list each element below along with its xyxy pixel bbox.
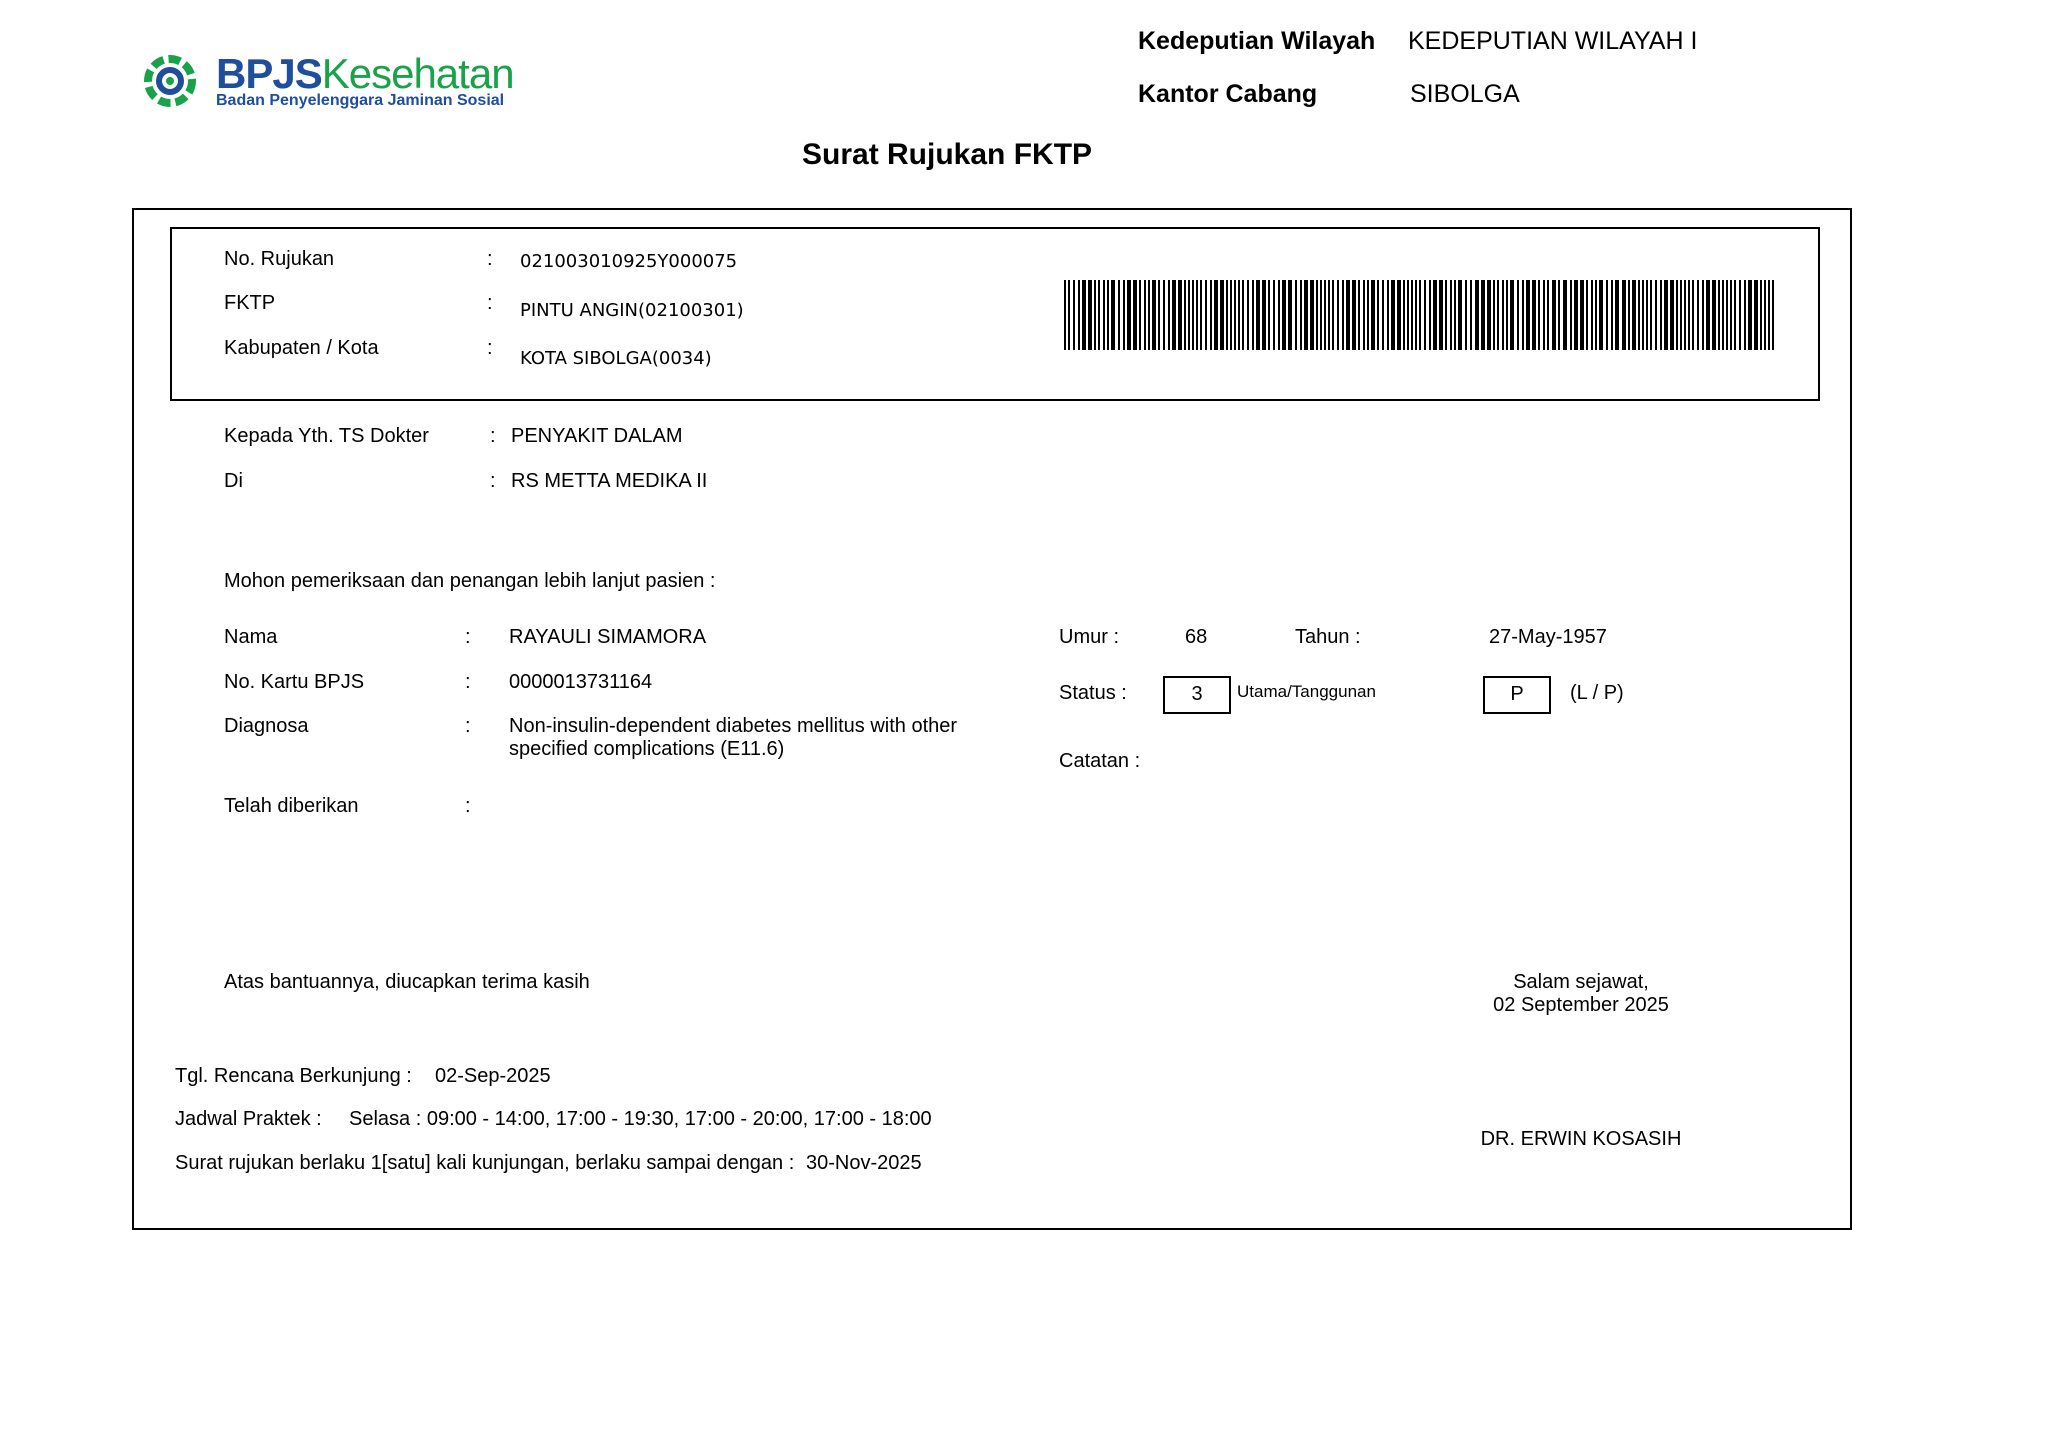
barcode-bar xyxy=(1391,280,1395,350)
barcode-bar xyxy=(1256,280,1260,350)
barcode-bar xyxy=(1367,280,1369,350)
request-text: Mohon pemeriksaan dan penangan lebih lanjut pasien : xyxy=(224,570,716,592)
catatan-label: Catatan : xyxy=(1059,750,1141,772)
kepada-value: PENYAKIT DALAM xyxy=(511,425,683,447)
rencana-value: 02-Sep-2025 xyxy=(435,1065,551,1087)
barcode-bar xyxy=(1148,280,1150,350)
barcode-bar xyxy=(1382,280,1384,350)
barcode-bar xyxy=(1754,280,1758,350)
barcode-bar xyxy=(1332,280,1334,350)
barcode-bar xyxy=(1433,280,1437,350)
barcode-bar xyxy=(1419,280,1421,350)
tahun-value: 27-May-1957 xyxy=(1489,626,1607,648)
no-rujukan-label: No. Rujukan xyxy=(224,248,335,270)
barcode-bar xyxy=(1734,280,1736,350)
kota-label: Kabupaten / Kota xyxy=(224,337,379,359)
diagnosa-colon: : xyxy=(465,715,471,737)
barcode-bar xyxy=(1328,280,1330,350)
gender-hint: (L / P) xyxy=(1570,682,1624,704)
barcode-bar xyxy=(1538,280,1540,350)
barcode-bar xyxy=(1088,280,1092,350)
jadwal-label: Jadwal Praktek : xyxy=(175,1108,322,1130)
barcode-bar xyxy=(1470,280,1472,350)
barcode-bar xyxy=(1371,280,1375,350)
barcode-bar xyxy=(1506,280,1508,350)
salam-text: Salam sejawat, xyxy=(1513,971,1649,993)
barcode-bar xyxy=(1094,280,1096,350)
barcode-bar xyxy=(1262,280,1266,350)
barcode-bar xyxy=(1411,280,1413,350)
barcode-bar xyxy=(1570,280,1572,350)
barcode-bar xyxy=(1387,280,1389,350)
barcode-bar xyxy=(1358,280,1360,350)
barcode-bar xyxy=(1200,280,1202,350)
barcode-bar xyxy=(1702,280,1704,350)
barcode-bar xyxy=(1563,280,1567,350)
barcode-bar xyxy=(1558,280,1560,350)
barcode-bar xyxy=(1288,280,1292,350)
barcode-bar xyxy=(1068,280,1070,350)
barcode-bar xyxy=(1163,280,1165,350)
barcode-bar xyxy=(1574,280,1578,350)
barcode-bar xyxy=(1454,280,1456,350)
barcode-bar xyxy=(1424,280,1426,350)
barcode-bar xyxy=(1497,280,1499,350)
barcode-bar xyxy=(1210,280,1212,350)
barcode-bar xyxy=(1188,280,1190,350)
barcode-bar xyxy=(1111,280,1115,350)
barcode-bar xyxy=(1552,280,1556,350)
barcode-bar xyxy=(1726,280,1728,350)
barcode-bar xyxy=(1772,280,1774,350)
barcode-bar xyxy=(1082,280,1086,350)
telah-label: Telah diberikan xyxy=(224,795,359,817)
barcode-bar xyxy=(1429,280,1431,350)
barcode-bar xyxy=(1205,280,1207,350)
tahun-label: Tahun : xyxy=(1295,626,1361,648)
barcode-bar xyxy=(1324,280,1326,350)
barcode-bar xyxy=(1768,280,1770,350)
telah-colon: : xyxy=(465,795,471,817)
barcode-bar xyxy=(1517,280,1519,350)
barcode-bar xyxy=(1688,280,1690,350)
barcode-bar xyxy=(1178,280,1182,350)
barcode-bar xyxy=(1439,280,1443,350)
barcode-bar xyxy=(1295,280,1297,350)
barcode-bar xyxy=(1184,280,1186,350)
kedeputian-value: KEDEPUTIAN WILAYAH I xyxy=(1408,27,1698,55)
closing-date: 02 September 2025 xyxy=(1493,994,1669,1016)
barcode-bar xyxy=(1475,280,1479,350)
barcode-bar xyxy=(1304,280,1308,350)
barcode-bar xyxy=(1642,280,1644,350)
rencana-label: Tgl. Rencana Berkunjung : xyxy=(175,1065,412,1087)
kartu-value: 0000013731164 xyxy=(509,671,653,693)
barcode-bar xyxy=(1133,280,1137,350)
di-label: Di xyxy=(224,470,243,492)
barcode-bar xyxy=(1760,280,1762,350)
barcode-bar xyxy=(1445,280,1447,350)
barcode-bar xyxy=(1152,280,1156,350)
barcode-bar xyxy=(1363,280,1365,350)
kepada-colon: : xyxy=(490,425,496,447)
barcode-bar xyxy=(1242,280,1244,350)
barcode-bar xyxy=(1247,280,1249,350)
barcode-bar xyxy=(1078,280,1080,350)
barcode-bar xyxy=(1397,280,1401,350)
nama-value: RAYAULI SIMAMORA xyxy=(509,626,707,648)
doctor-name: DR. ERWIN KOSASIH xyxy=(1480,1128,1682,1150)
barcode-bar xyxy=(1481,280,1485,350)
barcode-bar xyxy=(1730,280,1732,350)
barcode-bar xyxy=(1144,280,1146,350)
di-colon: : xyxy=(490,470,496,492)
jadwal-value: Selasa : 09:00 - 14:00, 17:00 - 19:30, 17:00 - 20:00, 17:00 - 18:00 xyxy=(349,1108,932,1130)
logo-subtitle: Badan Penyelenggara Jaminan Sosial xyxy=(216,92,505,109)
status-box: 3 xyxy=(1163,676,1231,714)
berlaku-label: Surat rujukan berlaku 1[satu] kali kunjungan, berlaku sampai dengan : xyxy=(175,1152,795,1174)
barcode-bar xyxy=(1278,280,1280,350)
page-title: Surat Rujukan FKTP xyxy=(802,138,1093,171)
bpjs-logo xyxy=(142,50,514,112)
barcode-bar xyxy=(1282,280,1286,350)
barcode-bar xyxy=(1465,280,1467,350)
barcode-bar xyxy=(1722,280,1724,350)
kartu-colon: : xyxy=(465,671,471,693)
umur-label: Umur : xyxy=(1059,626,1119,648)
barcode-bar xyxy=(1764,280,1766,350)
barcode-bar xyxy=(1580,280,1584,350)
barcode-bar xyxy=(1615,280,1619,350)
barcode-bar xyxy=(1127,280,1131,350)
barcode-bar xyxy=(1192,280,1194,350)
barcode-bar xyxy=(1107,280,1109,350)
fktp-colon: : xyxy=(487,292,493,314)
barcode-bar xyxy=(1650,280,1652,350)
barcode-bar xyxy=(1172,280,1176,350)
barcode-bar xyxy=(1680,280,1682,350)
berlaku-value: 30-Nov-2025 xyxy=(806,1152,922,1174)
barcode-bar xyxy=(1230,280,1232,350)
thanks-text: Atas bantuannya, diucapkan terima kasih xyxy=(224,971,590,993)
diagnosa-line-1: Non-insulin-dependent diabetes mellitus with other xyxy=(509,715,958,737)
diagnosa-label: Diagnosa xyxy=(224,715,309,737)
barcode xyxy=(1064,280,1776,350)
status-desc: Utama/Tanggunan xyxy=(1237,682,1376,701)
barcode-bar xyxy=(1670,280,1674,350)
barcode-bar xyxy=(1718,280,1720,350)
barcode-bar xyxy=(1273,280,1275,350)
barcode-bar xyxy=(1123,280,1125,350)
status-label: Status : xyxy=(1059,682,1127,704)
barcode-bar xyxy=(1547,280,1549,350)
kota-value: KOTA SIBOLGA(0034) xyxy=(520,348,712,369)
barcode-bar xyxy=(1139,280,1141,350)
barcode-bar xyxy=(1599,280,1603,350)
barcode-bar xyxy=(1337,280,1339,350)
barcode-bar xyxy=(1458,280,1462,350)
barcode-bar xyxy=(1628,280,1630,350)
barcode-bar xyxy=(1268,280,1270,350)
no-rujukan-colon: : xyxy=(487,248,493,270)
barcode-bar xyxy=(1316,280,1318,350)
kedeputian-label: Kedeputian Wilayah xyxy=(1138,27,1376,55)
barcode-bar xyxy=(1586,280,1588,350)
barcode-bar xyxy=(1712,280,1716,350)
kepada-label: Kepada Yth. TS Dokter xyxy=(224,425,429,447)
barcode-bar xyxy=(1196,280,1198,350)
barcode-bar xyxy=(1320,280,1322,350)
barcode-bar xyxy=(1226,280,1228,350)
barcode-bar xyxy=(1064,280,1066,350)
nama-label: Nama xyxy=(224,626,278,648)
barcode-bar xyxy=(1526,280,1530,350)
barcode-bar xyxy=(1450,280,1452,350)
barcode-bar xyxy=(1342,280,1344,350)
barcode-bar xyxy=(1234,280,1236,350)
barcode-bar xyxy=(1158,280,1160,350)
barcode-bar xyxy=(1611,280,1613,350)
barcode-bar xyxy=(1073,280,1075,350)
barcode-bar xyxy=(1220,280,1224,350)
barcode-bar xyxy=(1214,280,1218,350)
barcode-bar xyxy=(1748,280,1752,350)
barcode-bar xyxy=(1664,280,1668,350)
kantor-value: SIBOLGA xyxy=(1410,80,1520,108)
barcode-bar xyxy=(1706,280,1710,350)
barcode-bar xyxy=(1403,280,1405,350)
barcode-bar xyxy=(1660,280,1662,350)
barcode-bar xyxy=(1684,280,1686,350)
barcode-bar xyxy=(1744,280,1746,350)
barcode-bar xyxy=(1098,280,1100,350)
barcode-bar xyxy=(1493,280,1495,350)
barcode-bar xyxy=(1591,280,1593,350)
barcode-bar xyxy=(1415,280,1417,350)
fktp-label: FKTP xyxy=(224,292,276,314)
barcode-bar xyxy=(1238,280,1240,350)
barcode-bar xyxy=(1692,280,1694,350)
gender-box: P xyxy=(1483,676,1551,714)
bpjs-logo-icon xyxy=(142,53,198,109)
barcode-bar xyxy=(1300,280,1302,350)
fktp-value: PINTU ANGIN(02100301) xyxy=(520,300,744,321)
barcode-bar xyxy=(1510,280,1514,350)
barcode-bar xyxy=(1697,280,1699,350)
umur-value: 68 xyxy=(1185,626,1208,648)
barcode-bar xyxy=(1352,280,1356,350)
no-rujukan-value: 021003010925Y000075 xyxy=(520,251,738,272)
diagnosa-line-2: specified complications (E11.6) xyxy=(509,738,785,760)
barcode-bar xyxy=(1522,280,1524,350)
barcode-bar xyxy=(1646,280,1648,350)
barcode-bar xyxy=(1377,280,1379,350)
kantor-label: Kantor Cabang xyxy=(1138,80,1318,108)
kota-colon: : xyxy=(487,337,493,359)
barcode-bar xyxy=(1676,280,1678,350)
barcode-bar xyxy=(1118,280,1120,350)
barcode-bar xyxy=(1487,280,1491,350)
barcode-bar xyxy=(1606,280,1608,350)
logo-accent-text: Kesehatan xyxy=(321,50,514,97)
barcode-bar xyxy=(1168,280,1170,350)
barcode-bar xyxy=(1407,280,1409,350)
barcode-bar xyxy=(1346,280,1350,350)
barcode-bar xyxy=(1532,280,1536,350)
barcode-bar xyxy=(1543,280,1545,350)
kartu-label: No. Kartu BPJS xyxy=(224,671,365,693)
barcode-bar xyxy=(1655,280,1657,350)
barcode-bar xyxy=(1252,280,1254,350)
barcode-bar xyxy=(1622,280,1626,350)
barcode-bar xyxy=(1739,280,1741,350)
barcode-bar xyxy=(1502,280,1504,350)
barcode-bar xyxy=(1103,280,1105,350)
nama-colon: : xyxy=(465,626,471,648)
logo-main-text: BPJS xyxy=(216,50,322,97)
barcode-bar xyxy=(1638,280,1640,350)
barcode-bar xyxy=(1595,280,1597,350)
barcode-bar xyxy=(1632,280,1636,350)
barcode-bar xyxy=(1310,280,1314,350)
di-value: RS METTA MEDIKA II xyxy=(511,470,708,492)
